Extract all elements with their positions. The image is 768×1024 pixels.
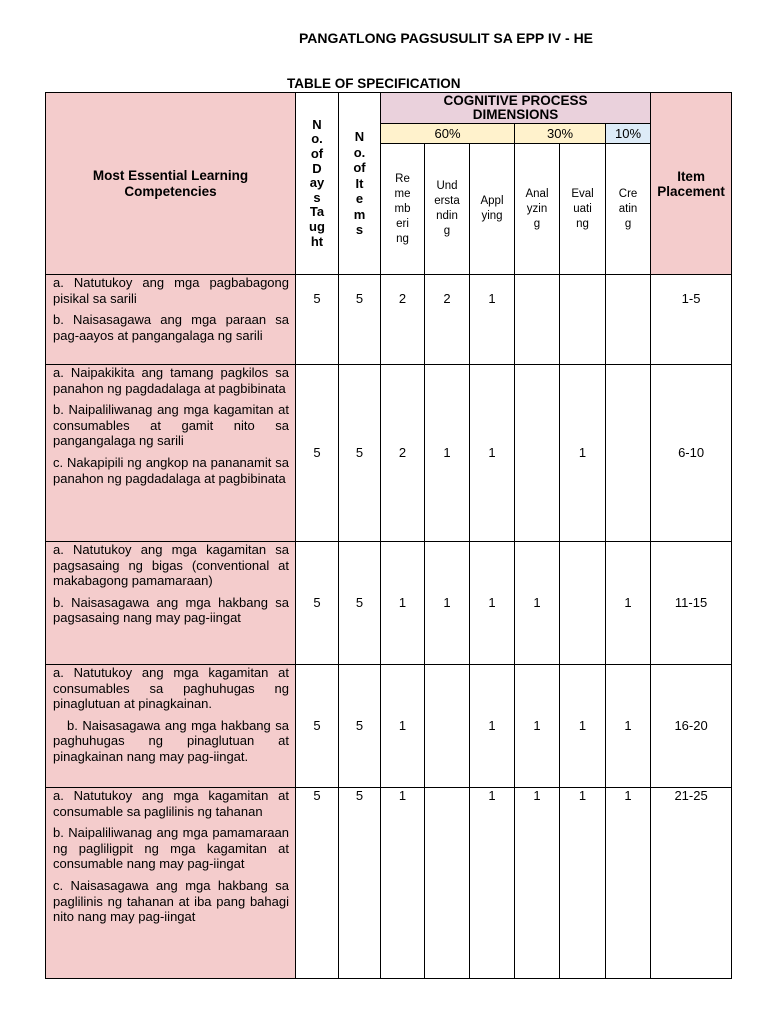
creating-cell: 1 xyxy=(606,788,651,979)
header-cognitive-dimensions: COGNITIVE PROCESS DIMENSIONS xyxy=(381,93,651,124)
items-cell: 5 xyxy=(339,542,381,665)
creating-cell: 1 xyxy=(606,665,651,788)
competency-text: b. Naipaliliwanag ang mga kagamitan at consumables at gamit nito sa pangangalaga ng sarili xyxy=(53,402,289,449)
placement-cell: 16-20 xyxy=(651,665,732,788)
placement-cell: 21-25 xyxy=(651,788,732,979)
days-cell: 5 xyxy=(296,275,339,365)
evaluating-cell: 1 xyxy=(560,365,606,542)
header-understanding: Understanding xyxy=(425,144,470,275)
remembering-cell: 2 xyxy=(381,275,425,365)
remembering-cell: 2 xyxy=(381,365,425,542)
competency-text: a. Natutukoy ang mga kagamitan sa pagsasaing ng bigas (conventional at makabagong pamamaraan) xyxy=(53,542,289,589)
competency-text: b. Naisasagawa ang mga paraan sa pag-aayos at pangangalaga ng sarili xyxy=(53,312,289,343)
creating-cell xyxy=(606,365,651,542)
analyzing-cell: 1 xyxy=(515,788,560,979)
evaluating-cell: 1 xyxy=(560,665,606,788)
header-applying: Applying xyxy=(470,144,515,275)
competency-text: b. Naipaliliwanag ang mga pamamaraan ng pagliligpit ng mga kagamitan at consumable nang may pag-iingat xyxy=(53,825,289,872)
header-evaluating: Evaluating xyxy=(560,144,606,275)
header-no-of-items: No. of Items xyxy=(339,93,381,275)
items-cell: 5 xyxy=(339,788,381,979)
items-cell: 5 xyxy=(339,365,381,542)
analyzing-cell xyxy=(515,365,560,542)
competency-text: a. Natutukoy ang mga kagamitan at consumables sa paghuhugas ng pinaglutuan at pinagkainan. xyxy=(53,665,289,712)
remembering-cell: 1 xyxy=(381,665,425,788)
analyzing-cell xyxy=(515,275,560,365)
evaluating-cell: 1 xyxy=(560,788,606,979)
table-row xyxy=(46,542,732,665)
days-cell: 5 xyxy=(296,788,339,979)
table-caption: TABLE OF SPECIFICATION xyxy=(287,76,461,91)
competencies-cell xyxy=(46,542,296,665)
header-analyzing: Analyzing xyxy=(515,144,560,275)
header-pct-10: 10% xyxy=(606,124,651,144)
header-creating: Creating xyxy=(606,144,651,275)
competency-text: c. Naisasagawa ang mga hakbang sa paglilinis ng tahanan at iba pang bahagi nito nang may pag-iingat xyxy=(53,877,289,925)
page-title: PANGATLONG PAGSUSULIT SA EPP IV - HE xyxy=(298,30,594,46)
competency-text: a. Naipakikita ang tamang pagkilos sa panahon ng pagdadalaga at pagbibinata xyxy=(53,365,289,396)
applying-cell: 1 xyxy=(470,542,515,665)
competency-text: a. Natutukoy ang mga kagamitan at consumable sa paglilinis ng tahanan xyxy=(53,788,289,819)
creating-cell: 1 xyxy=(606,542,651,665)
analyzing-cell: 1 xyxy=(515,542,560,665)
creating-cell xyxy=(606,275,651,365)
evaluating-cell xyxy=(560,542,606,665)
competencies-cell xyxy=(46,788,296,979)
placement-cell: 1-5 xyxy=(651,275,732,365)
placement-cell: 6-10 xyxy=(651,365,732,542)
applying-cell: 1 xyxy=(470,788,515,979)
days-cell: 5 xyxy=(296,542,339,665)
analyzing-cell: 1 xyxy=(515,665,560,788)
header-days-taught: No. of Days Taught xyxy=(296,93,339,275)
understanding-cell: 2 xyxy=(425,275,470,365)
items-cell: 5 xyxy=(339,275,381,365)
remembering-cell: 1 xyxy=(381,542,425,665)
applying-cell: 1 xyxy=(470,275,515,365)
table-row xyxy=(46,788,732,979)
table-row xyxy=(46,275,732,365)
understanding-cell xyxy=(425,788,470,979)
applying-cell: 1 xyxy=(470,365,515,542)
competencies-cell xyxy=(46,665,296,788)
header-remembering: Remembering xyxy=(381,144,425,275)
specification-table xyxy=(45,92,732,979)
applying-cell: 1 xyxy=(470,665,515,788)
competency-text: b. Naisasagawa ang mga hakbang sa pagsasaing nang may pag-iingat xyxy=(53,594,289,626)
understanding-cell xyxy=(425,665,470,788)
table-row xyxy=(46,365,732,542)
remembering-cell: 1 xyxy=(381,788,425,979)
competencies-cell xyxy=(46,275,296,365)
placement-cell: 11-15 xyxy=(651,542,732,665)
competency-text: a. Natutukoy ang mga pagbabagong pisikal sa sarili xyxy=(53,275,289,306)
days-cell: 5 xyxy=(296,365,339,542)
items-cell: 5 xyxy=(339,665,381,788)
header-pct-60: 60% xyxy=(381,124,515,144)
understanding-cell: 1 xyxy=(425,365,470,542)
understanding-cell: 1 xyxy=(425,542,470,665)
header-competencies: Most Essential Learning Competencies xyxy=(46,93,296,275)
evaluating-cell xyxy=(560,275,606,365)
header-pct-30: 30% xyxy=(515,124,606,144)
table-row xyxy=(46,665,732,788)
days-cell: 5 xyxy=(296,665,339,788)
competency-text: c. Nakapipili ng angkop na pananamit sa panahon ng pagdadalaga at pagbibinata xyxy=(53,454,289,486)
competencies-cell xyxy=(46,365,296,542)
competency-text: b. Naisasagawa ang mga hakbang sa paghuhugas ng pinaglutuan at pinagkainan nang may pag-iingat. xyxy=(53,717,289,764)
header-item-placement: Item Placement xyxy=(651,93,732,275)
